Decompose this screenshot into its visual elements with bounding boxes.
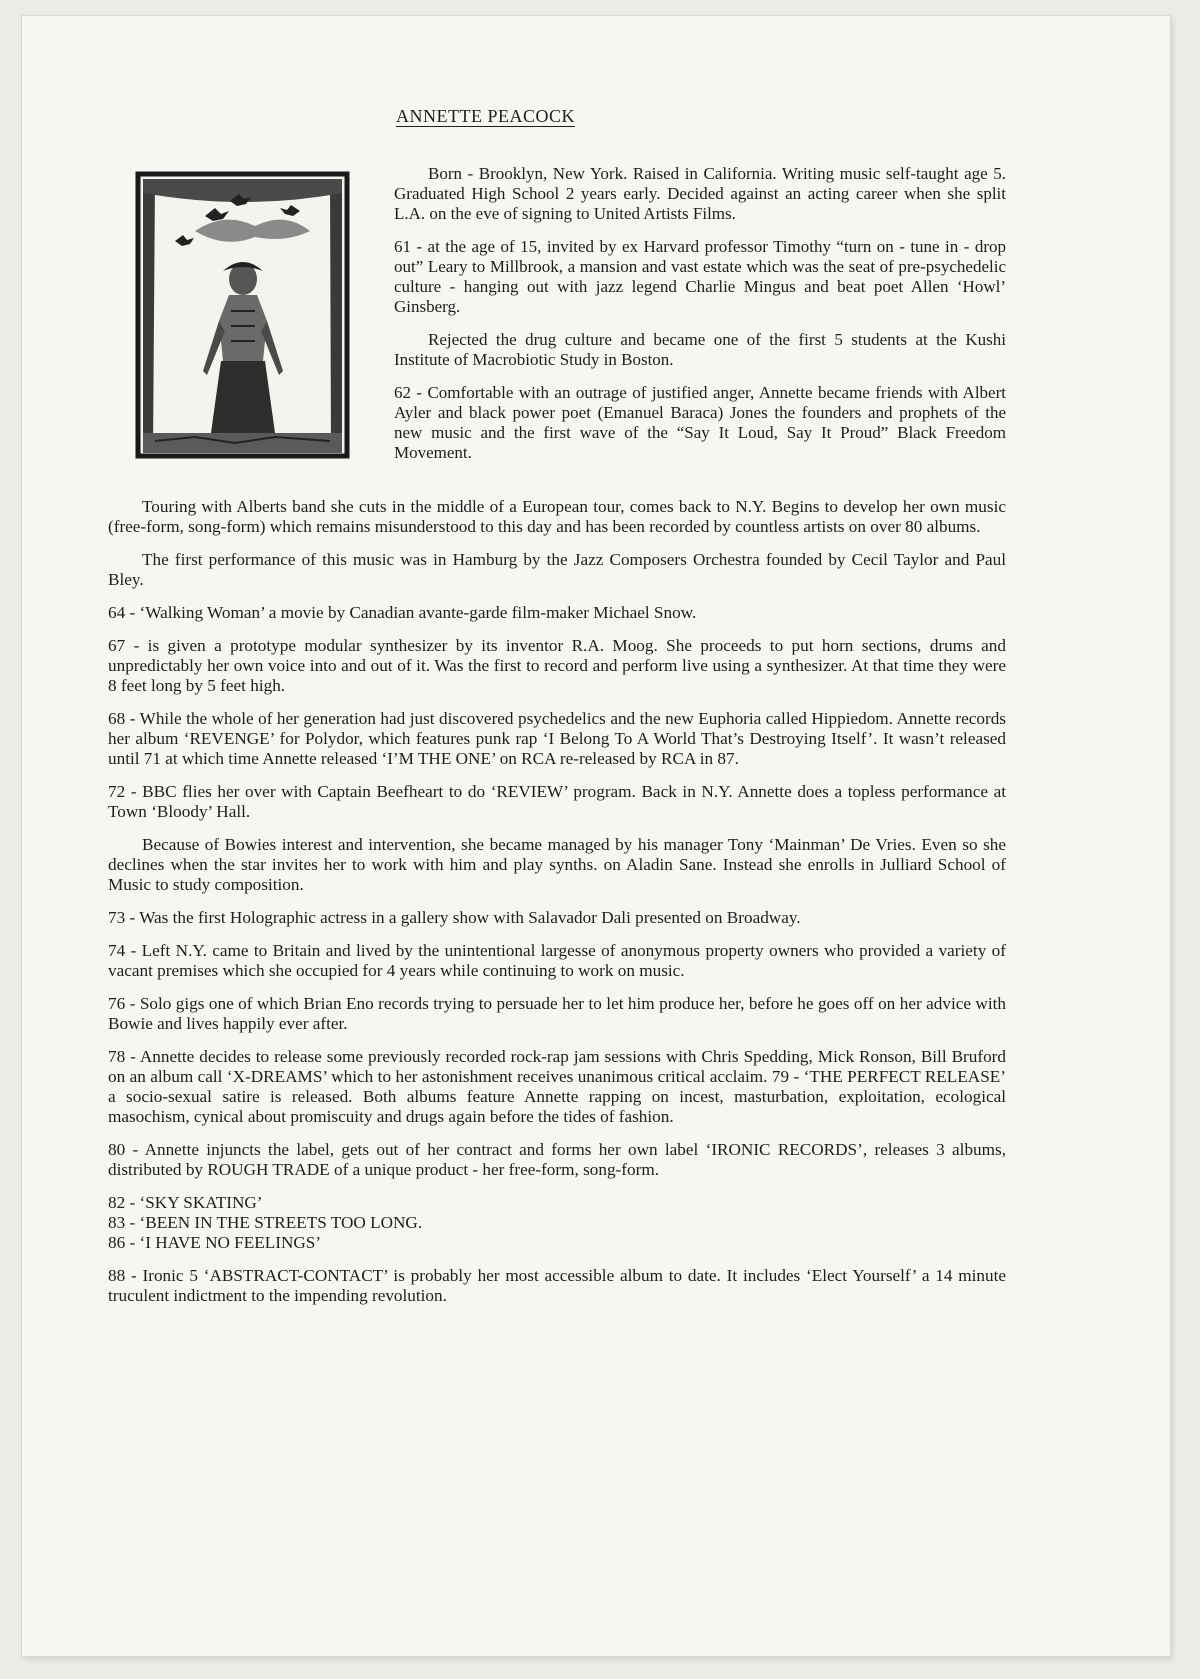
bio-paragraph: 73 - Was the first Holographic actress in a gallery show with Salavador Dali presented on Broadway. bbox=[108, 908, 801, 927]
bio-paragraph: Because of Bowies interest and intervention, she became managed by his manager Tony ‘Mainman’ De Vries. Even so she declines when the star invites her to work with him and play synths. on Aladin Sane. Instead she enrolls in Julliard School of Music to study composition. bbox=[108, 835, 1006, 894]
album-list-item: 82 - ‘SKY SKATING’ bbox=[108, 1193, 263, 1212]
bio-paragraph: Born - Brooklyn, New York. Raised in California. Writing music self-taught age 5. Graduated High School 2 years early. Decided against an acting career when she split L.A. on the eve of signing to United Artists Films. bbox=[394, 164, 1006, 223]
bio-paragraph: Touring with Alberts band she cuts in the middle of a European tour, comes back to N.Y. Begins to develop her own music (free-form, song-form) which remains misunderstood to this day and has been recorded by countless artists on over 80 albums. bbox=[108, 497, 1006, 536]
bio-paragraph: 72 - BBC flies her over with Captain Beefheart to do ‘REVIEW’ program. Back in N.Y. Annette does a topless performance at Town ‘Bloody’ Hall. bbox=[108, 782, 1006, 821]
album-list-item: 86 - ‘I HAVE NO FEELINGS’ bbox=[108, 1233, 322, 1252]
intro-column bbox=[394, 164, 1006, 476]
bio-paragraph: 80 - Annette injuncts the label, gets out of her contract and forms her own label ‘IRONIC RECORDS’, releases 3 albums, distributed by ROUGH TRADE of a unique product - her free-form, song-form. bbox=[108, 1140, 1006, 1179]
bio-paragraph: 78 - Annette decides to release some previously recorded rock-rap jam sessions with Chris Spedding, Mick Ronson, Bill Bruford on an album call ‘X-DREAMS’ which to her astonishment receives unanimous critical acclaim. 79 - ‘THE PERFECT RELEASE’ a socio-sexual satire is released. Both albums feature Annette rapping on incest, masturbation, exploitation, ecological masochism, cynical about promiscuity and drugs again before the tides of fashion. bbox=[108, 1047, 1006, 1126]
bio-paragraph: 61 - at the age of 15, invited by ex Harvard professor Timothy “turn on - tune in - drop out” Leary to Millbrook, a mansion and vast estate which was the seat of pre-psychedelic culture - hanging out with jazz legend Charlie Mingus and beat poet Allen ‘Howl’ Ginsberg. bbox=[394, 237, 1006, 316]
page-title: ANNETTE PEACOCK bbox=[396, 106, 575, 126]
document-page bbox=[22, 16, 1170, 1656]
bio-paragraph: 67 - is given a prototype modular synthesizer by its inventor R.A. Moog. She proceeds to put horn sections, drums and unpredictably her own voice into and out of it. Was the first to record and perform live using a synthesizer. At that time they were 8 feet long by 5 feet high. bbox=[108, 636, 1006, 695]
woodcut-portrait-of-woman-icon bbox=[135, 171, 350, 459]
bio-paragraph: Rejected the drug culture and became one of the first 5 students at the Kushi Institute of Macrobiotic Study in Boston. bbox=[394, 330, 1006, 369]
bio-paragraph: 64 - ‘Walking Woman’ a movie by Canadian avante-garde film-maker Michael Snow. bbox=[108, 603, 697, 622]
bio-paragraph: 68 - While the whole of her generation had just discovered psychedelics and the new Euphoria called Hippiedom. Annette records her album ‘REVENGE’ for Polydor, which features punk rap ‘I Belong To A World That’s Destroying Itself’. It wasn’t released until 71 at which time Annette released ‘I’M THE ONE’ on RCA re-released by RCA in 87. bbox=[108, 709, 1006, 768]
main-column bbox=[108, 497, 1006, 1319]
closing-paragraph: 88 - Ironic 5 ‘ABSTRACT-CONTACT’ is probably her most accessible album to date. It includes ‘Elect Yourself’ a 14 minute truculent indictment to the impending revolution. bbox=[108, 1266, 1006, 1305]
album-list-item: 83 - ‘BEEN IN THE STREETS TOO LONG. bbox=[108, 1213, 423, 1232]
bio-paragraph: 74 - Left N.Y. came to Britain and lived by the unintentional largesse of anonymous property owners who provided a variety of vacant premises which she occupied for 4 years while continuing to work on music. bbox=[108, 941, 1006, 980]
bio-paragraph: 62 - Comfortable with an outrage of justified anger, Annette became friends with Albert Ayler and black power poet (Emanuel Baraca) Jones the founders and prophets of the new music and the first wave of the “Say It Loud, Say It Proud” Black Freedom Movement. bbox=[394, 383, 1006, 462]
bio-paragraph: The first performance of this music was in Hamburg by the Jazz Composers Orchestra founded by Cecil Taylor and Paul Bley. bbox=[108, 550, 1006, 589]
bio-paragraph: 76 - Solo gigs one of which Brian Eno records trying to persuade her to let him produce her, before he goes off on her advice with Bowie and lives happily ever after. bbox=[108, 994, 1006, 1033]
